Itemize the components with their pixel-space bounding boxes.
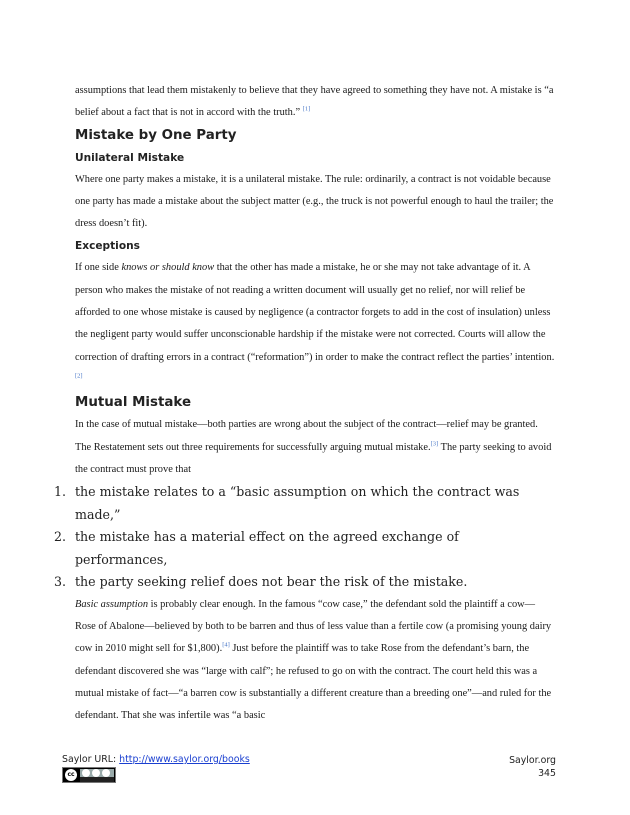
list-item: 2. the mistake has a material effect on the agreed exchange of performances,	[54, 529, 459, 567]
page-content	[54, 80, 555, 727]
requirements-list	[54, 481, 555, 594]
footnote-ref-1[interactable]: [1]	[302, 105, 311, 113]
footnote-ref-2[interactable]: [2]	[75, 372, 83, 380]
heading-exceptions: Exceptions	[75, 240, 140, 253]
footer-site-page	[509, 754, 556, 780]
paragraph-exceptions: If one side knows or should know that the other has made a mistake, he or she may not take advantage of it. A person who makes the mistake of not reading a written document will usually get no relief, nor will relief be afforded to one whose mistake is caused by negligence (a contractor forgets to add in the cost of insulation) unless the negligent party would suffer unconscionable hardship if the mistake were not corrected. Courts will allow the correction of drafting errors in a contract (“reformation”) in order to make the contract reflect the parties’ intention. [2]	[75, 262, 555, 380]
list-item: 1. the mistake relates to a “basic assumption on which the contract was made,”	[54, 484, 520, 522]
paragraph-intro: assumptions that lead them mistakenly to believe that they have agreed to something they have not. A mistake is “a belief about a fact that is not in accord with the truth.” [1]	[75, 85, 554, 119]
list-item: 3. the party seeking relief does not bear the risk of the mistake.	[54, 574, 468, 590]
saylor-url-link[interactable]: http://www.saylor.org/books	[119, 754, 250, 765]
paragraph-mutual: In the case of mutual mistake—both parties are wrong about the subject of the contract—relief may be granted.	[75, 419, 538, 431]
heading-mutual-mistake: Mutual Mistake	[75, 395, 192, 411]
footnote-ref-3[interactable]: [3]	[430, 440, 439, 448]
paragraph-unilateral: Where one party makes a mistake, it is a unilateral mistake. The rule: ordinarily, a contract is not voidable because one party has made a mistake about the subject matter (e.g., the truck is not powerful enough to haul the trailer; the dress doesn’t fit).	[75, 173, 554, 230]
heading-mistake-by-one-party: Mistake by One Party	[75, 127, 237, 143]
heading-unilateral-mistake: Unilateral Mistake	[75, 151, 185, 164]
creative-commons-badge-icon: cc	[62, 767, 116, 783]
footer-source: Saylor URL: http://www.saylor.org/books	[62, 754, 250, 765]
footer-site: Saylor.org	[509, 755, 556, 766]
footnote-ref-4[interactable]: [4]	[222, 641, 230, 649]
paragraph-basic-assumption: Basic assumption is probably clear enough. In the famous “cow case,” the defendant sold the plaintiff a cow—Rose of Abalone—believed by both to be barren and thus of less value than a fertile cow (a promising young dairy cow in 2010 might sell for $1,800).[4] Just before the plaintiff was to take Rose from the defendant’s barn, the defendant discovered she was “large with calf”; he refused to go on with the contract. The court held this was a mutual mistake of fact—“a barren cow is substantially a different creature than a breeding one”—and ruled for the defendant. That she was infertile was “a basic	[75, 598, 552, 722]
page-number: 345	[538, 768, 556, 779]
paragraph-restatement: The Restatement sets out three requirements for successfully arguing mutual mistake.[3] The party seeking to avoid the contract must prove that	[75, 440, 552, 475]
